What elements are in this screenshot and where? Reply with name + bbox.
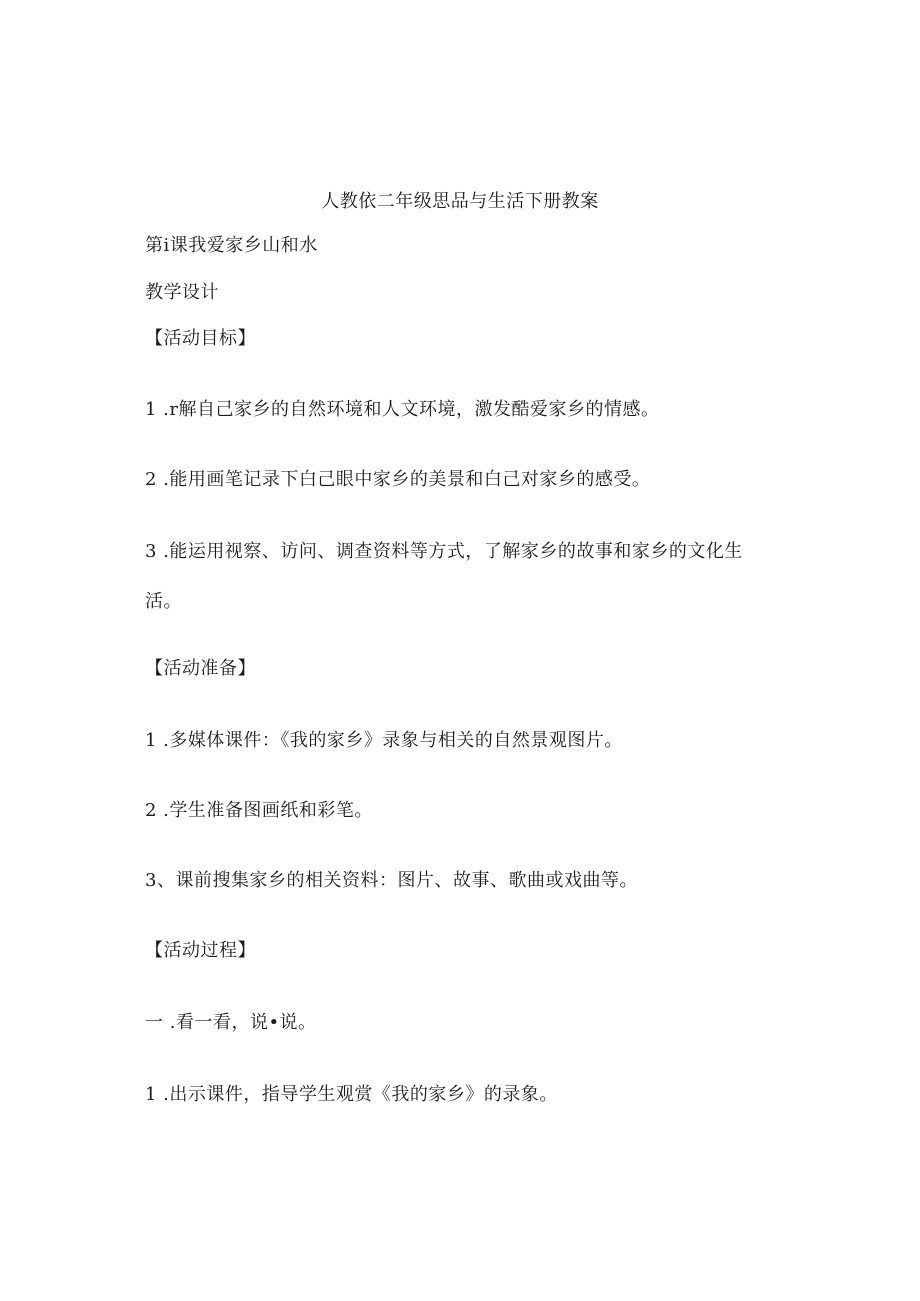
goals-heading: 【活动目标】 (145, 328, 256, 349)
goal-item-3: 3 .能运用视察、访问、调查资料等方式，了解家乡的故事和家乡的文化生 (145, 541, 743, 562)
document-title: 人教依二年级思品与生活下册教案 (321, 191, 599, 212)
lesson-title: 第i课我爱家乡山和水 (145, 235, 318, 256)
subtitle: 教学设计 (145, 282, 219, 303)
goal-item-3-continued: 活。 (145, 591, 182, 612)
prep-item-3: 3、课前搜集家乡的相关资料：图片、故事、歌曲或戏曲等。 (145, 870, 638, 891)
process-heading: 【活动过程】 (145, 940, 256, 961)
process-item-1: 1 .出示课件，指导学生观赏《我的家乡》的录象。 (145, 1084, 558, 1105)
prep-item-2: 2 .学生准备图画纸和彩笔。 (145, 800, 373, 821)
prep-item-1: 1 .多媒体课件：《我的家乡》录象与相关的自然景观图片。 (145, 730, 623, 751)
goal-item-1: 1 .r解自己家乡的自然环境和人文环境，激发酷爱家乡的情感。 (145, 399, 660, 420)
process-step-1: 一 .看一看，说•说。 (145, 1012, 317, 1033)
goal-item-2: 2 .能用画笔记录下白己眼中家乡的美景和白己对家乡的感受。 (145, 469, 651, 490)
prep-heading: 【活动准备】 (145, 658, 256, 679)
